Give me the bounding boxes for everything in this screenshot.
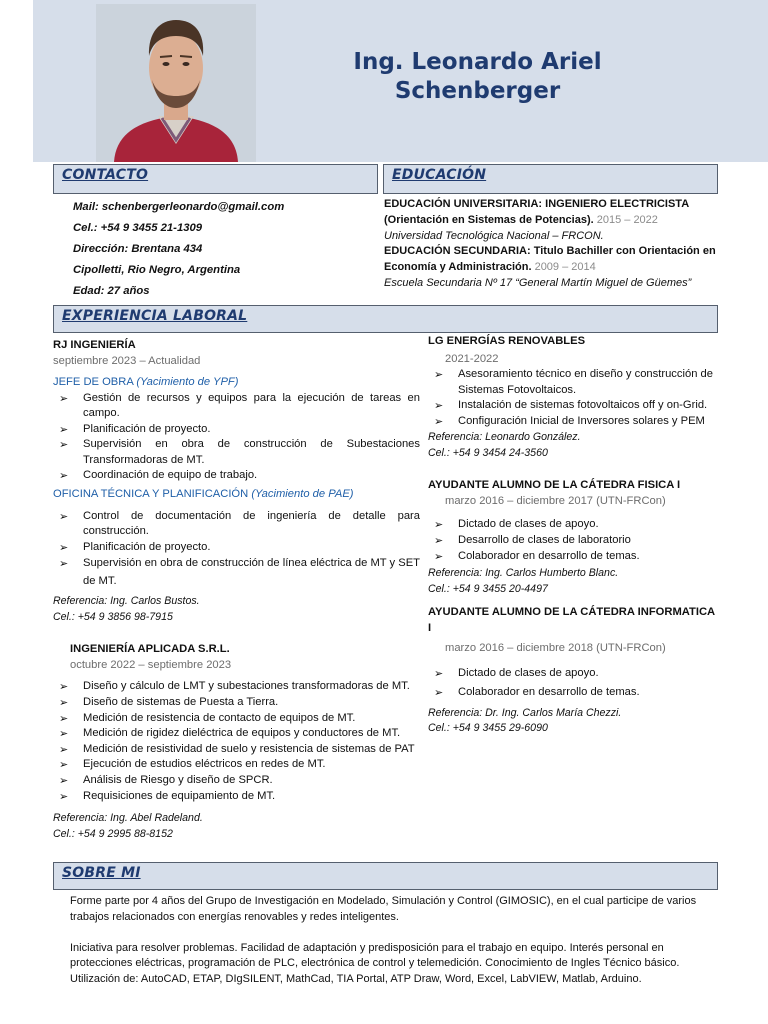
ia-reference: Referencia: Ing. Abel Radeland. <box>53 812 203 825</box>
fisica-title: AYUDANTE ALUMNO DE LA CÁTEDRA FISICA I <box>428 479 681 492</box>
list-item: ➢ Desarrollo de clases de laboratorio <box>428 533 720 549</box>
contacto-section-header <box>53 164 378 194</box>
experience-left-column <box>53 338 420 842</box>
rj-role-oficina-list <box>53 509 420 591</box>
rj-dates: septiembre 2023 – Actualidad <box>53 354 201 367</box>
informatica-reference: Referencia: Dr. Ing. Carlos María Chezzi. <box>428 706 622 719</box>
list-item: ➢ Planificación de proyecto. <box>53 540 420 556</box>
contact-mail: Mail: schenbergerleonardo@gmail.com <box>73 201 285 213</box>
informatica-dates: marzo 2016 – diciembre 2018 (UTN-FRCon) <box>445 642 666 655</box>
list-item: ➢ Instalación de sistemas fotovoltaicos off y on-Grid. <box>428 398 720 414</box>
fisica-reference-phone: Cel.: +54 9 3455 20-4497 <box>428 582 548 595</box>
rj-reference-phone: Cel.: +54 9 3856 98-7915 <box>53 610 173 623</box>
list-item: ➢ Gestión de recursos y equipos para la ejecución de tareas en campo. <box>53 391 420 422</box>
list-item: ➢ Medición de resistencia de contacto de equipos de MT. <box>53 711 420 727</box>
informatica-reference-phone: Cel.: +54 9 3455 29-6090 <box>428 722 548 735</box>
educacion-section-header <box>383 164 718 194</box>
list-item: ➢ Colaborador en desarrollo de temas. <box>428 685 720 701</box>
lg-company: LG ENERGÍAS RENOVABLES <box>428 335 586 347</box>
edu-sec-title: EDUCACIÓN SECUNDARIA: Titulo Bachiller con Orientación en <box>384 245 716 258</box>
informatica-list <box>428 666 720 701</box>
about-paragraph-1: Forme parte por 4 años del Grupo de Investigación en Modelado, Simulación y Control (GIMOSIC), en el cual participe de varios trabajos relacionados con energías renovables y redes inteligentes. <box>70 895 697 923</box>
contact-city: Cipolletti, Rio Negro, Argentina <box>73 264 241 276</box>
informatica-title: AYUDANTE ALUMNO DE LA CÁTEDRA INFORMATICA I <box>428 606 715 634</box>
experiencia-heading: EXPERIENCIA LABORAL <box>62 308 248 324</box>
profile-photo-image <box>96 4 256 162</box>
about-me <box>70 894 702 988</box>
experience-right-column <box>428 334 720 737</box>
lg-list <box>428 367 720 429</box>
ia-dates: octubre 2022 – septiembre 2023 <box>70 658 232 671</box>
ia-reference-phone: Cel.: +54 9 2995 88-8152 <box>53 827 173 840</box>
list-item: ➢ Asesoramiento técnico en diseño y construcción de Sistemas Fotovoltaicos. <box>428 367 720 398</box>
list-item: ➢ Medición de resistividad de suelo y resistencia de sistemas de PAT <box>53 742 420 758</box>
profile-photo <box>96 4 256 162</box>
edu-univ-years: 2015 – 2022 <box>593 213 658 226</box>
list-item: ➢ Diseño y cálculo de LMT y subestaciones transformadoras de MT. <box>53 679 420 695</box>
rj-role-jefe-place: (Yacimiento de YPF) <box>136 376 239 388</box>
contacto-heading: CONTACTO <box>62 167 149 183</box>
lg-reference-phone: Cel.: +54 9 3454 24-3560 <box>428 446 548 459</box>
contact-age: Edad: 27 años <box>73 285 150 297</box>
sobre-mi-section-header <box>53 862 718 890</box>
rj-role-jefe-label: JEFE DE OBRA <box>53 376 137 388</box>
contact-address: Dirección: Brentana 434 <box>73 243 203 255</box>
rj-role-oficina-label: OFICINA TÉCNICA Y PLANIFICACIÓN <box>53 488 252 501</box>
experiencia-section-header <box>53 305 718 333</box>
edu-sec-years: 2009 – 2014 <box>531 261 596 274</box>
fisica-dates: marzo 2016 – diciembre 2017 (UTN-FRCon) <box>445 494 666 507</box>
page-title: Ing. Leonardo Ariel Schenberger <box>353 49 602 104</box>
list-item: ➢ Ejecución de estudios eléctricos en redes de MT. <box>53 757 420 773</box>
list-item: ➢ Planificación de proyecto. <box>53 422 420 438</box>
list-item: ➢ Coordinación de equipo de trabajo. <box>53 468 420 484</box>
list-item: ➢ Análisis de Riesgo y diseño de SPCR. <box>53 773 420 789</box>
educacion-heading: EDUCACIÓN <box>392 167 487 183</box>
edu-univ-title: EDUCACIÓN UNIVERSITARIA: INGENIERO ELECTRICISTA <box>384 198 690 210</box>
list-item: ➢ Requisiciones de equipamiento de MT. <box>53 789 420 805</box>
list-item: ➢ Colaborador en desarrollo de temas. <box>428 549 720 565</box>
rj-role-jefe-list <box>53 391 420 485</box>
rj-role-oficina-place: (Yacimiento de PAE) <box>251 488 354 501</box>
list-item: ➢ Control de documentación de ingeniería de detalle para construcción. <box>53 509 420 540</box>
about-paragraph-2: Iniciativa para resolver problemas. Facilidad de adaptación y predisposición para el trabajo en equipo. Interés personal en protecciones eléctricas, programación de PLC, electrónica de control y telemedición. Conocimiento de Ingles Técnico básico. Utilización de: AutoCAD, ETAP, DIgSILENT, MathCad, TIA Portal, ATP Draw, Word, Excel, LabVIEW, Matlab, Arduino. <box>70 941 680 986</box>
list-item: ➢ Dictado de clases de apoyo. <box>428 517 720 533</box>
list-item: ➢ Diseño de sistemas de Puesta a Tierra. <box>53 695 420 711</box>
edu-univ-school: Universidad Tecnológica Nacional – FRCON. <box>384 229 604 242</box>
contact-phone: Cel.: +54 9 3455 21-1309 <box>73 222 203 234</box>
list-item: ➢ Configuración Inicial de Inversores solares y PEM <box>428 414 720 430</box>
ia-list <box>53 679 420 804</box>
rj-reference: Referencia: Ing. Carlos Bustos. <box>53 595 200 608</box>
edu-sec-school: Escuela Secundaria Nº 17 “General Martín Miguel de Güemes” <box>384 276 692 289</box>
edu-univ-sub: (Orientación en Sistemas de Potencias). <box>384 213 594 226</box>
list-item: ➢ Dictado de clases de apoyo. <box>428 666 720 682</box>
rj-company: RJ INGENIERÍA <box>53 339 136 351</box>
contact-info <box>73 197 284 302</box>
lg-dates: 2021-2022 <box>445 352 499 365</box>
list-item: ➢ Medición de rigidez dieléctrica de equipos y conductores de MT. <box>53 726 420 742</box>
edu-sec-sub: Economía y Administración. <box>384 261 532 274</box>
ia-company: INGENIERÍA APLICADA S.R.L. <box>70 643 230 656</box>
list-item: ➢ Supervisión en obra de construcción de Subestaciones Transformadoras de MT. <box>53 437 420 468</box>
education-info <box>384 197 724 292</box>
rj-role-oficina <box>53 487 420 503</box>
lg-reference: Referencia: Leonardo González. <box>428 431 581 444</box>
sobre-mi-heading: SOBRE MI <box>62 865 141 881</box>
fisica-reference: Referencia: Ing. Carlos Humberto Blanc. <box>428 567 619 580</box>
rj-role-jefe <box>53 375 420 391</box>
list-item: ➢ Supervisión en obra de construcción de línea eléctrica de MT y SET de MT. <box>53 555 420 590</box>
fisica-list <box>428 517 720 564</box>
